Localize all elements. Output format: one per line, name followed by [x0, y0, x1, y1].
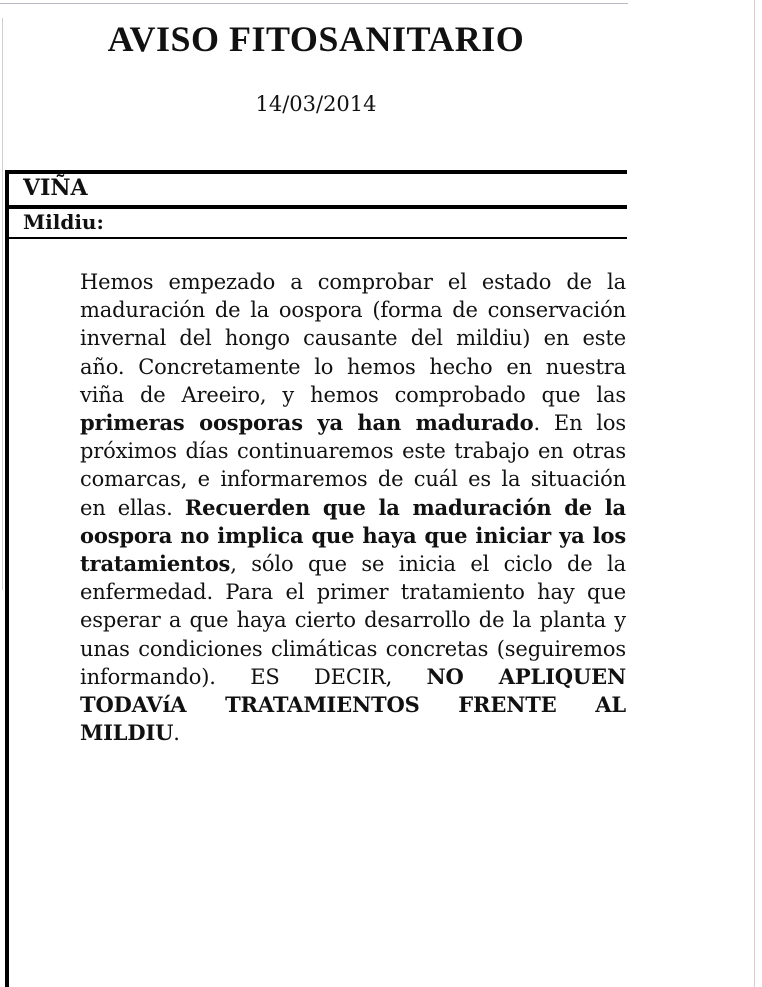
subsection-heading: Mildiu: [23, 210, 104, 234]
subsection-rule [5, 237, 627, 239]
page-title: AVISO FITOSANITARIO [107, 19, 525, 59]
paragraph-bold-text: primeras oosporas ya han madurado [80, 410, 534, 436]
paragraph-text: , sólo que se inicia el ciclo de la enfermedad. Para el primer tratamiento hay que esperar a que haya cierto desarrollo de la planta y unas condiciones climáticas concretas (seguiremos informando). ES DECIR, [80, 552, 626, 689]
section-top-rule [5, 170, 627, 174]
section-heading: VIÑA [23, 175, 88, 201]
paragraph-bold-text: NO APLIQUEN TODAVíA TRATAMIENTOS FRENTE AL MILDIU [80, 663, 626, 746]
notice-date: 14/03/2014 [255, 92, 377, 116]
paragraph-bold-text: Recuerden que la maduración de la oospora no implica que haya que iniciar ya los tratamientos [80, 494, 626, 577]
section-divider-rule [5, 205, 627, 209]
paragraph-text: . En los próximos días continuaremos este trabajo en otras comarcas, e informaremos de cuál es la situación en ellas. [80, 411, 626, 520]
section-frame-left-border [5, 170, 9, 987]
paragraph-text: . [173, 721, 180, 746]
paragraph-text: Hemos empezado a comprobar el estado de la maduración de la oospora (forma de conservación invernal del hongo causante del mildiu) en este año. Concretamente lo hemos hecho en nuestra viña de Areeiro, y hemos comprobado que las [80, 270, 626, 407]
notice-paragraph [80, 268, 626, 747]
window-top-edge [0, 0, 628, 4]
scroll-boundary [754, 0, 755, 987]
